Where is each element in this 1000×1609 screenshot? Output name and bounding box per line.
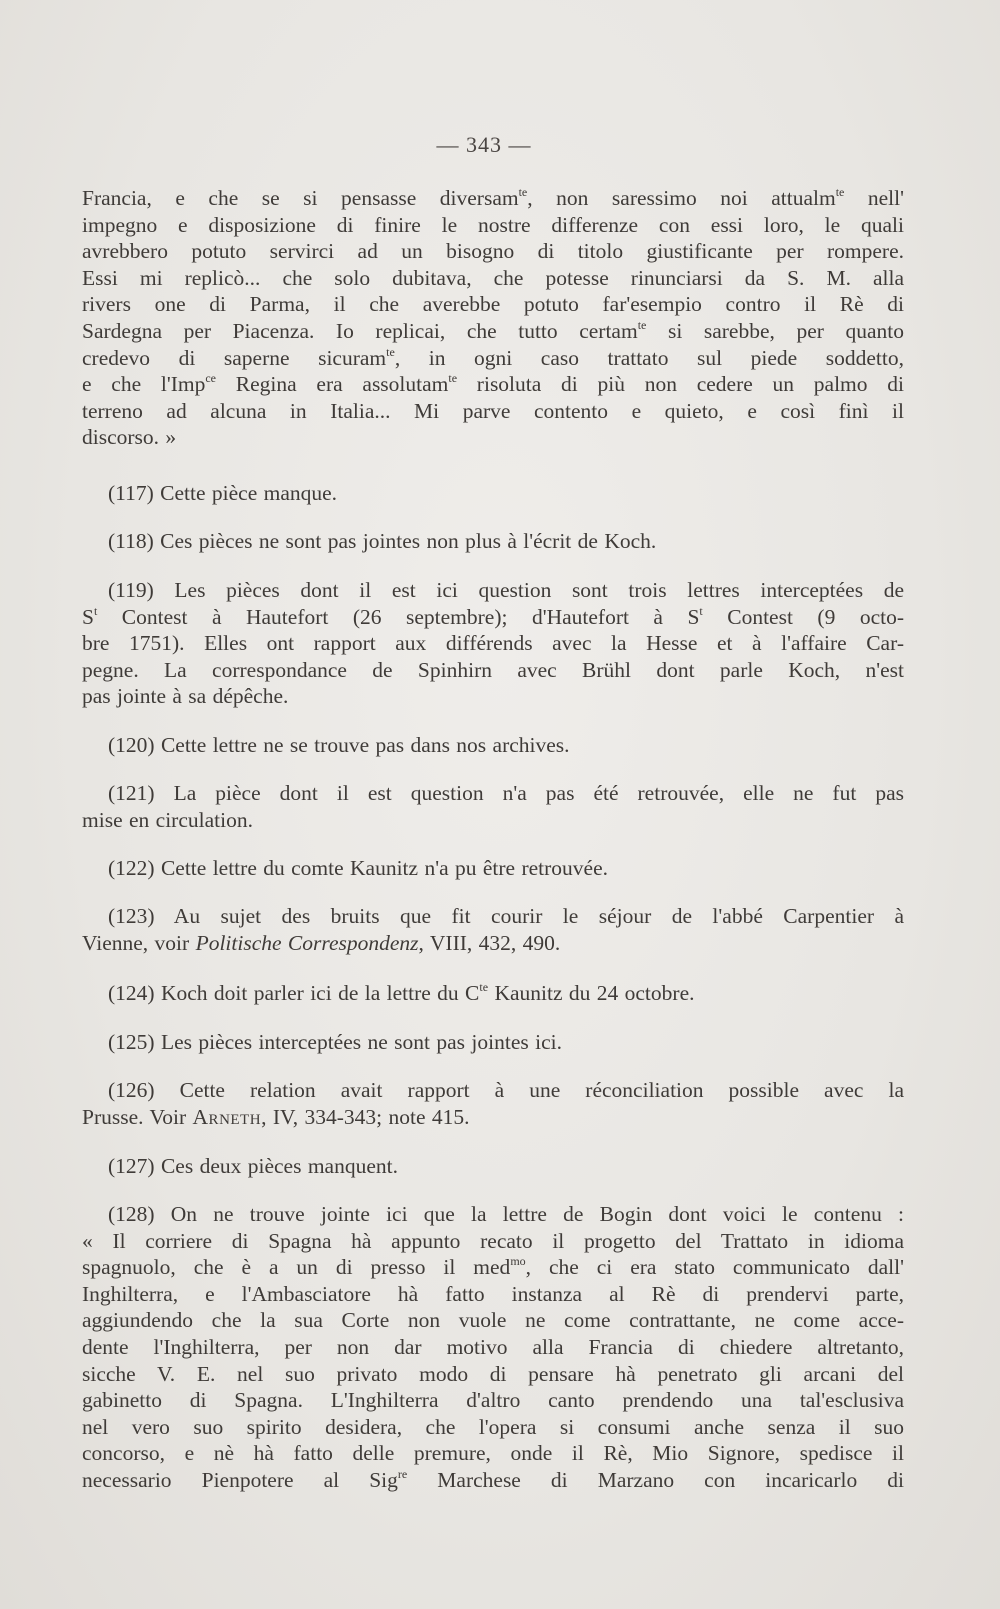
text-line: (126) Cette relation avait rapport à une réconciliation possible avec la — [108, 1078, 904, 1102]
text-line: gabinetto di Spagna. L'Inghilterra d'altro canto prendendo una tal'esclusiva — [82, 1388, 904, 1413]
note-123 — [82, 903, 904, 956]
text-line: Vienne, voir Politische Correspondenz, VIII, 432, 490. — [82, 930, 561, 955]
text-line: « Il corriere di Spagna hà appunto recato il progetto del Trattato in idioma — [82, 1228, 904, 1253]
continued-paragraph — [82, 185, 904, 451]
note-122 — [82, 855, 904, 882]
note-126 — [82, 1077, 904, 1130]
text-line: spagnuolo, che è a un di presso il med$^{mo}$, che ci era stato communicato dall' — [82, 1254, 904, 1280]
text-line: concorso, e nè hà fatto delle premure, onde il Rè, Mio Signore, spedisce il — [82, 1441, 904, 1466]
text-line: Essi mi replicò... che solo dubitava, che potesse rinunciarsi da S. M. alla — [82, 265, 904, 290]
text-line: (123) Au sujet des bruits que fit courir le séjour de l'abbé Carpentier à — [108, 904, 904, 928]
text-line: rivers one di Parma, il che averebbe potuto far'esempio contro il Rè di — [82, 292, 904, 317]
text-line: (118) Ces pièces ne sont pas jointes non plus à l'écrit de Koch. — [108, 529, 657, 553]
text-line: $S^t$ Contest à Hautefort (26 septembre); d'Hautefort à $S^t$ Contest (9 octo- — [82, 603, 904, 629]
note-121 — [82, 780, 904, 833]
text-line: Francia, e che se si pensasse diversam$^{te}$, non saressimo noi attualm$^{te}$ nell' — [82, 185, 904, 210]
text-line: pas jointe à sa dépêche. — [82, 684, 289, 709]
text-line: (121) La pièce dont il est question n'a pas été retrouvée, elle ne fut pas — [108, 781, 904, 805]
text-line: (120) Cette lettre ne se trouve pas dans nos archives. — [108, 733, 570, 757]
note-125 — [82, 1029, 904, 1056]
text-line: (119) Les pièces dont il est ici question sont trois lettres interceptées de — [108, 578, 904, 602]
note-127 — [82, 1153, 904, 1180]
note-120 — [82, 732, 904, 759]
text-line: (117) Cette pièce manque. — [108, 481, 338, 505]
text-line: avrebbero potuto servirci ad un bisogno di titolo giustificante per rompere. — [82, 239, 904, 264]
note-128 — [82, 1201, 904, 1494]
text-line: e che l'Imp$^{ce}$ Regina era assolutam$^{te}$ risoluta di più non cedere un palmo di — [82, 371, 905, 397]
text-line: bre 1751). Elles ont rapport aux différends avec la Hesse et à l'affaire Car- — [82, 631, 904, 656]
text-line: (128) On ne trouve jointe ici que la lettre de Bogin dont voici le contenu : — [108, 1202, 904, 1226]
text-line: terreno ad alcuna in Italia... Mi parve contento e quieto, e così finì il — [82, 398, 904, 423]
text-line: discorso. » — [82, 425, 177, 450]
text-line: (122) Cette lettre du comte Kaunitz n'a pu être retrouvée. — [108, 856, 609, 880]
text-line: aggiundendo che la sua Corte non vuole ne come contrattante, ne come acce- — [82, 1308, 904, 1333]
text-line: (125) Les pièces interceptées ne sont pas jointes ici. — [108, 1030, 562, 1054]
text-line: sicche V. E. nel suo privato modo di pensare hà penetrato gli arcani del — [82, 1361, 904, 1386]
text-line: Sardegna per Piacenza. Io replicai, che tutto certam$^{te}$ si sarebbe, per quanto — [82, 317, 904, 343]
note-124 — [82, 980, 904, 1007]
note-119 — [82, 577, 904, 710]
text-line: credevo di saperne sicuram$^{te}$, in ogni caso trattato sul piede soddetto, — [82, 344, 904, 370]
text-line: dente l'Inghilterra, per non dar motivo alla Francia di chiedere altretanto, — [82, 1334, 904, 1359]
text-line: (124) Koch doit parler ici de la lettre du $C^{te}$ Kaunitz du 24 octobre. — [108, 980, 695, 1005]
text-line: nel vero suo spirito desidera, che l'opera si consumi anche senza il suo — [82, 1414, 904, 1439]
text-line: pegne. La correspondance de Spinhirn avec Brühl dont parle Koch, n'est — [82, 657, 904, 682]
text-line: Prusse. Voir Arneth, IV, 334-343; note 415. — [82, 1104, 470, 1129]
text-line: mise en circulation. — [82, 807, 253, 832]
page-number: — 343 — — [436, 132, 532, 157]
text-line: Inghilterra, e l'Ambasciatore hà fatto instanza al Rè di prendervi parte, — [82, 1281, 904, 1306]
note-118 — [82, 528, 904, 555]
text-line: impegno e disposizione di finire le nostre differenze con essi loro, le quali — [82, 212, 904, 237]
note-117 — [82, 480, 904, 507]
text-line: (127) Ces deux pièces manquent. — [108, 1154, 398, 1178]
text-line: necessario Pienpotere al Sig$^{re}$ Marchese di Marzano con incaricarlo di — [82, 1466, 904, 1492]
